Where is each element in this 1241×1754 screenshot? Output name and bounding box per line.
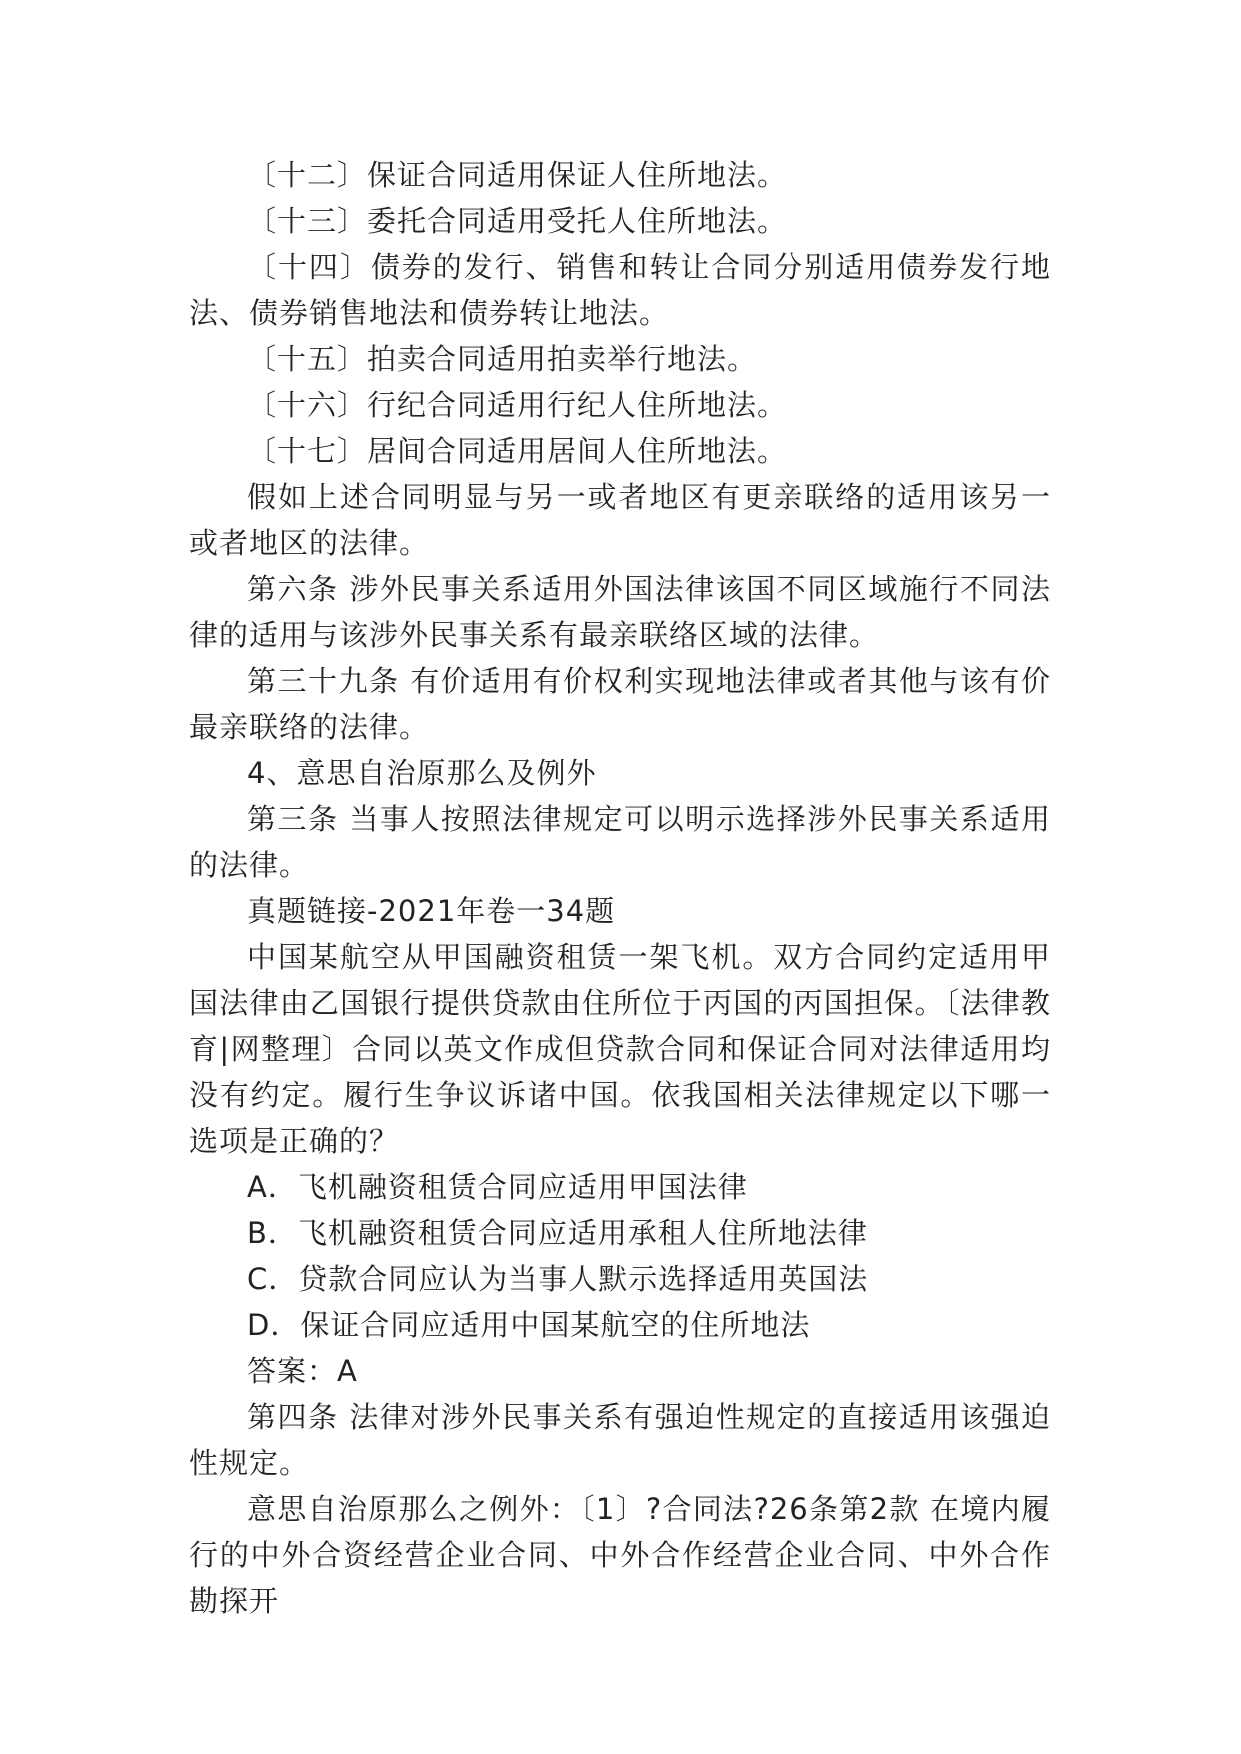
option-b: B．飞机融资租赁合同应适用承租人住所地法律 — [247, 1216, 868, 1250]
autonomy-exception: 意思自治原那么之例外：〔1〕?合同法?26条第2款 在境内履行的中外合资经营企业合同、中外合作经营企业合同、中外合作勘探开 — [189, 1492, 1051, 1618]
option-a: A．飞机融资租赁合同应适用甲国法律 — [247, 1170, 748, 1204]
clause-12: 〔十二〕保证合同适用保证人住所地法。 — [247, 158, 788, 192]
clause-15: 〔十五〕拍卖合同适用拍卖举行地法。 — [247, 342, 758, 376]
answer: 答案：A — [247, 1354, 358, 1388]
clause-16: 〔十六〕行纪合同适用行纪人住所地法。 — [247, 388, 788, 422]
closest-connection-note: 假如上述合同明显与另一或者地区有更亲联络的适用该另一或者地区的法律。 — [189, 480, 1051, 560]
exam-question: 中国某航空从甲国融资租赁一架飞机。双方合同约定适用甲国法律由乙国银行提供贷款由住所位于丙国的丙国担保。〔法律教育|网整理〕合同以英文作成但贷款合同和保证合同对法律适用均没有约定。履行生争议诉诸中国。依我国相关法律规定以下哪一选项是正确的？ — [189, 940, 1051, 1158]
article-3: 第三条 当事人按照法律规定可以明示选择涉外民事关系适用的法律。 — [189, 802, 1051, 882]
clause-17: 〔十七〕居间合同适用居间人住所地法。 — [247, 434, 788, 468]
exam-link: 真题链接-2021年卷一34题 — [247, 894, 616, 928]
clause-13: 〔十三〕委托合同适用受托人住所地法。 — [247, 204, 788, 238]
article-39: 第三十九条 有价适用有价权利实现地法律或者其他与该有价最亲联络的法律。 — [189, 664, 1051, 744]
section-heading-autonomy: 4、意思自治原那么及例外 — [247, 756, 597, 790]
option-c: C．贷款合同应认为当事人默示选择适用英国法 — [247, 1262, 869, 1296]
article-6: 第六条 涉外民事关系适用外国法律该国不同区域施行不同法律的适用与该涉外民事关系有最亲联络区域的法律。 — [189, 572, 1051, 652]
clause-14: 〔十四〕债券的发行、销售和转让合同分别适用债券发行地法、债券销售地法和债券转让地法。 — [189, 250, 1051, 330]
document-body — [189, 152, 1051, 1624]
option-d: D．保证合同应适用中国某航空的住所地法 — [247, 1308, 811, 1342]
article-4: 第四条 法律对涉外民事关系有强迫性规定的直接适用该强迫性规定。 — [189, 1400, 1051, 1480]
